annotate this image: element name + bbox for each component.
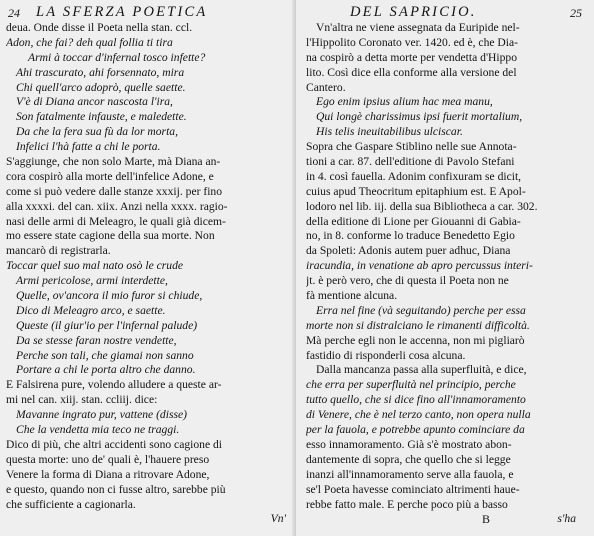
text-line: che erra per superfluità nel principio, perche bbox=[306, 378, 516, 392]
text-line: Qui longè charissimus ipsi fuerit mortalium, bbox=[316, 110, 523, 124]
text-line: Ego enim ipsius alium hac mea manu, bbox=[316, 95, 493, 109]
left-page bbox=[0, 0, 296, 536]
text-line: nasi delle armi di Meleagro, le quali già dicem- bbox=[6, 214, 226, 228]
text-line: V'è di Diana ancor nascosta l'ira, bbox=[16, 95, 173, 109]
right-page bbox=[296, 0, 594, 536]
text-line: tioni a car. 87. dell'editione di Pavolo Stefani bbox=[306, 155, 515, 169]
text-line: Erra nel fine (và seguitando) perche per essa bbox=[316, 303, 526, 317]
text-line: Armi à toccar d'infernal tosco infette? bbox=[28, 50, 206, 64]
text-line: da Spoleti: Adonis autem puer adhuc, Diana bbox=[306, 244, 511, 258]
right-page-number: 25 bbox=[570, 6, 582, 20]
right-running-title: DEL SAPRICIO. bbox=[350, 4, 477, 20]
text-line: Sopra che Gaspare Stiblino nelle sue Annota- bbox=[306, 140, 517, 154]
text-line: Che la vendetta mia teco ne traggi. bbox=[16, 423, 180, 437]
right-page-header bbox=[306, 3, 590, 21]
text-line: Armi pericolose, armi interdette, bbox=[16, 274, 168, 288]
text-line: inanzi all'innamoramento serve alla fauola, e bbox=[306, 467, 514, 481]
text-line: Perche son tali, che giamai non sanno bbox=[16, 348, 194, 362]
text-line: deua. Onde disse il Poeta nella stan. ccl. bbox=[6, 21, 193, 34]
text-line: che sufficiente a cagionarla. bbox=[6, 497, 136, 511]
left-catchword-row bbox=[6, 512, 292, 527]
text-line: Queste (il giur'io per l'infernal palude) bbox=[16, 318, 198, 332]
text-line: Portare a chi le porta altro che danno. bbox=[16, 363, 196, 377]
left-page-header bbox=[6, 3, 292, 21]
text-line: Dico di più, che altri accidenti sono cagione di bbox=[6, 437, 223, 451]
text-line: in 4. così fauella. Adonim confixuram se dicit, bbox=[306, 169, 522, 183]
text-line: Vn'altra ne viene assegnata da Euripide nel- bbox=[316, 21, 520, 34]
text-line: mi nel can. xiij. stan. ccliij. dice: bbox=[6, 393, 158, 407]
text-line: di Venere, che è nel terzo canto, non opera nulla bbox=[306, 408, 531, 422]
text-line: cuius apud Theocritum epitaphium est. E Apol- bbox=[306, 184, 526, 198]
text-line: mancarò di registrarla. bbox=[6, 244, 111, 258]
text-line: se'l Poeta havesse cominciato altrimenti haue- bbox=[306, 482, 520, 496]
text-line: Da se stesse faran nostre vendette, bbox=[16, 333, 177, 347]
text-line: lodoro nel lib. iij. della sua Bibliotheca a car. 302. bbox=[306, 199, 538, 213]
text-line: jt. è però vero, che di questa il Poeta non ne bbox=[306, 274, 509, 288]
left-page-text bbox=[6, 21, 292, 512]
text-line: no, in 8. conforme lo traduce Benedetto Egio bbox=[306, 229, 515, 243]
text-line: come si può vedere dalle stanze xxxij. per fino bbox=[6, 184, 223, 198]
text-line: questa morte: uno de' quali è, l'hauere preso bbox=[6, 452, 210, 466]
text-line: dantemente di sopra, che quello che si legge bbox=[306, 452, 511, 466]
text-line: della editione di Lione per Giouanni di Gabia- bbox=[306, 214, 521, 228]
text-line: fà mentione alcuna. bbox=[306, 289, 398, 303]
text-line: e questo, quando non ci fusse altro, sarebbe più bbox=[6, 482, 226, 496]
text-line: E Falsirena pure, volendo alludere a queste ar- bbox=[6, 378, 222, 392]
text-line: Toccar quel suo mal nato osò le crude bbox=[6, 259, 184, 273]
text-line: Cantero. bbox=[306, 80, 346, 94]
text-line: esso innamoramento. Già s'è mostrato abon- bbox=[306, 437, 512, 451]
right-catchword: s'ha bbox=[557, 512, 576, 526]
text-line: alla xxxxi. del can. xiix. Anzi nella xxxx. ragio- bbox=[6, 199, 228, 213]
text-line: fastidio di risponderli cosa alcuna. bbox=[306, 348, 466, 362]
text-line: tutto quello, che si dice fino all'innamoramento bbox=[306, 393, 526, 407]
text-line: Chi quell'arco adoprò, quelle saette. bbox=[16, 80, 186, 94]
text-line: Adon, che fai? deh qual follia ti tira bbox=[6, 35, 173, 49]
left-catchword: Vn' bbox=[270, 512, 286, 526]
text-line: Dalla mancanza passa alla superfluità, e dice, bbox=[316, 363, 527, 377]
text-line: His telis ineuitabilibus ulciscar. bbox=[316, 125, 463, 139]
text-line: na cospirò a detta morte per vendetta d'Hippo bbox=[306, 50, 518, 64]
text-line: Son fatalmente infauste, e maledette. bbox=[16, 110, 187, 124]
text-line: per la fauola, e potrebbe apunto cominciare da bbox=[306, 423, 525, 437]
text-line: mo essere state cagione della sua morte. Non bbox=[6, 229, 215, 243]
text-line: Quelle, ov'ancora il mio furor si chiude, bbox=[16, 289, 203, 303]
text-line: Infelici l'hà fatte a chi le porta. bbox=[16, 140, 161, 154]
text-line: iracundia, in venatione ab apro percussus interi- bbox=[306, 259, 533, 273]
text-line: cora cospirò alla morte dell'infelice Adone, e bbox=[6, 169, 214, 183]
text-line: lito. Così dice ella conforme alla versione del bbox=[306, 65, 517, 79]
right-page-text bbox=[306, 21, 590, 512]
text-line: rebbe fatto male. E perche poco più a basso bbox=[306, 497, 508, 511]
text-line: morte non si distralciano le rimanenti difficoltà. bbox=[306, 318, 530, 332]
text-line: Da che la fera sua fù da lor morta, bbox=[16, 125, 178, 139]
right-footer-row bbox=[306, 512, 590, 527]
text-line: Dico di Meleagro arco, e saette. bbox=[16, 303, 166, 317]
right-signature-mark: B bbox=[482, 512, 491, 527]
text-line: l'Hippolito Coronato ver. 1420. ed è, che Dia- bbox=[306, 35, 519, 49]
text-line: Venere la forma di Diana a ritrovare Adone, bbox=[6, 467, 210, 481]
left-running-title: LA SFERZA POETICA bbox=[36, 4, 208, 20]
text-line: S'aggiunge, che non solo Marte, mà Diana an- bbox=[6, 155, 221, 169]
left-page-number: 24 bbox=[8, 6, 20, 20]
text-line: Mavanne ingrato pur, vattene (disse) bbox=[16, 408, 187, 422]
text-line: Mà perche egli non le accenna, non mi pigliarò bbox=[306, 333, 525, 347]
text-line: Ahi trascurato, ahi forsennato, mira bbox=[16, 65, 185, 79]
